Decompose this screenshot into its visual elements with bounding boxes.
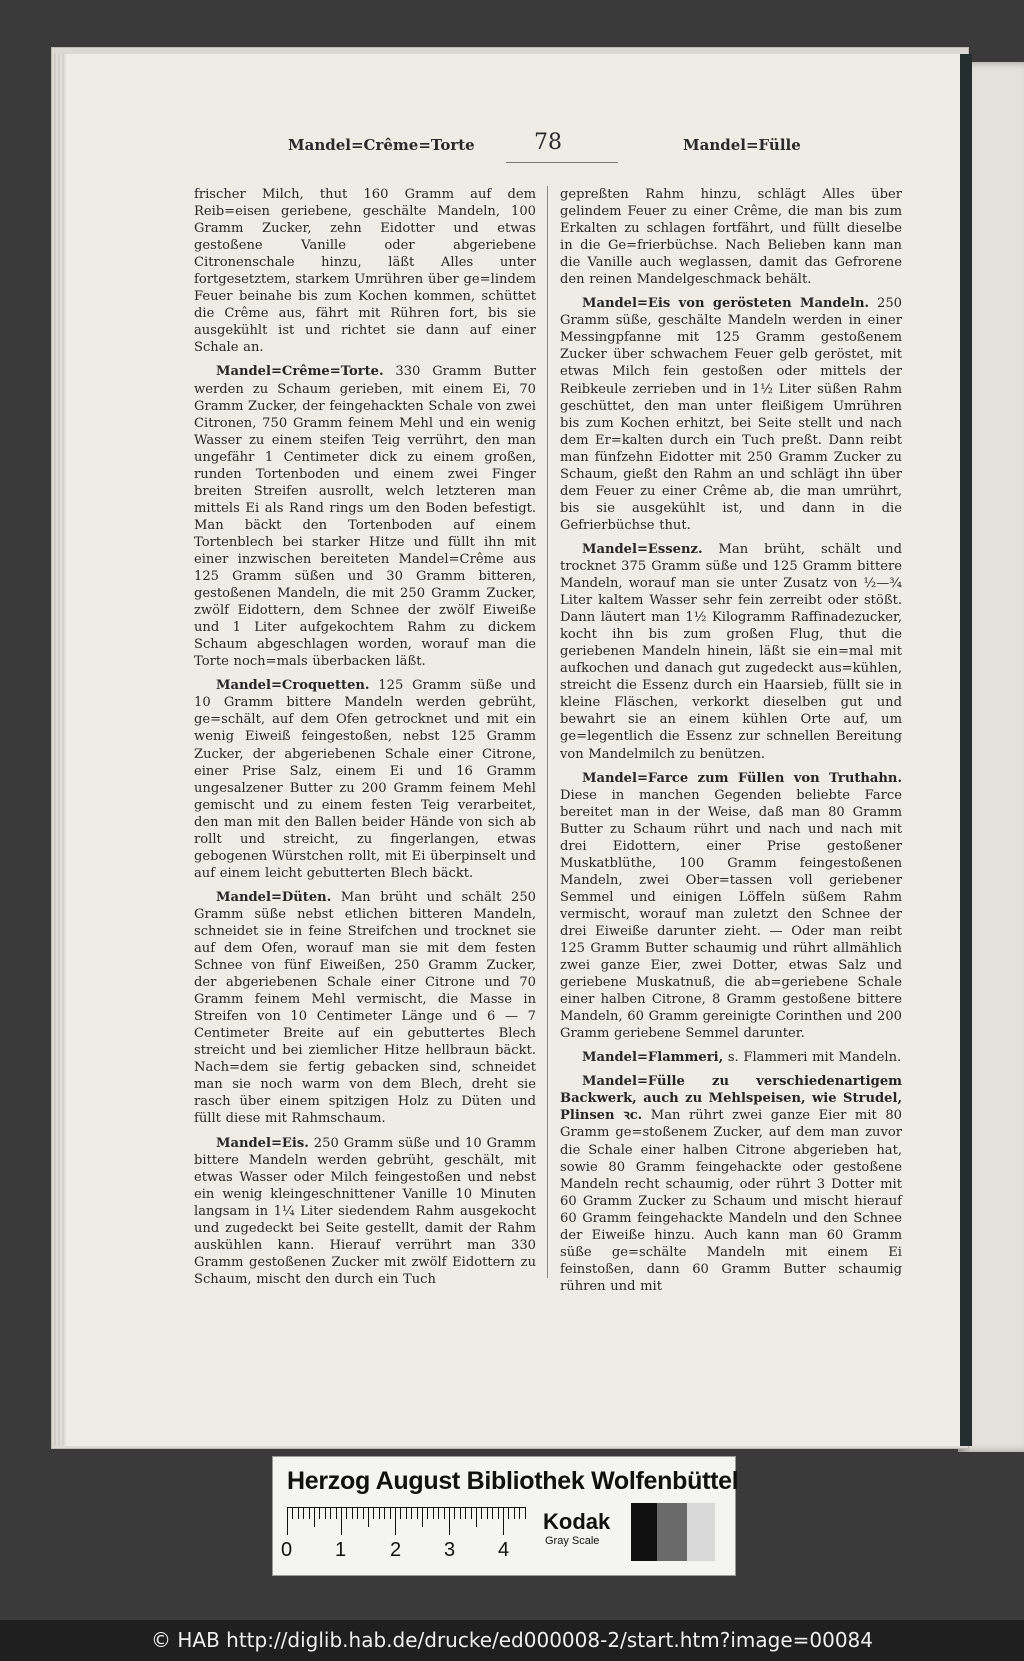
entry-continuation	[560, 186, 902, 288]
entry-text: frischer Milch, thut 160 Gramm auf dem Reib=eisen geriebene, geschälte Mandeln, 100 Gramm Zucker, zehn Eidotter und etwas gestoßene Vanille oder abgeriebene Citronenschale hinzu, läßt Alles unter fortgesetztem, starkem Umrühren über ge=lindem Feuer beinahe bis zum Kochen kommen, schüttet die Crême aus, fährt mit Rühren fort, bis sie ausgekühlt ist und richtet sie dann auf einer Schale an.	[194, 187, 536, 356]
ruler-tick	[298, 1507, 299, 1519]
ruler-tick	[433, 1507, 434, 1519]
margin-dot	[963, 362, 966, 365]
dictionary-entry	[194, 677, 536, 882]
ruler-tick	[508, 1507, 509, 1519]
ruler-tick	[471, 1507, 472, 1519]
entry-text: Man brüht, schält und trocknet 375 Gramm süße und 125 Gramm bittere Mandeln, worauf man sie unter Zusatz von ½—¾ Liter kaltem Wasser sehr fein zerreibt oder stößt. Dann läutert man 1½ Kilogramm Raffinadezucker, kocht ihn bis zum großen Flug, thut die geriebenen Mandeln hinein, läßt sie ein=mal mit aufkochen und danach gut zugedeckt aus=kühlen, streicht die Essenz durch ein Haarsieb, füllt sie in kleine Fläschen, verkorkt dieselben gut und bewahrt sie an einem kühlen Orte auf, um ge=legentlich die Essenz zur schnellen Bereitung von Mandelmilch zu benützen.	[560, 541, 902, 762]
ruler-tick	[309, 1507, 310, 1519]
ruler-tick	[325, 1507, 326, 1519]
ruler-label: 1	[335, 1539, 347, 1561]
ruler-tick	[319, 1507, 320, 1519]
ruler-tick	[503, 1507, 504, 1535]
entry-headword: Mandel=Croquetten.	[216, 678, 370, 694]
ruler-tick	[481, 1507, 482, 1519]
ruler-tick	[287, 1507, 288, 1535]
entry-text: s. Flammeri mit Mandeln.	[723, 1050, 902, 1066]
ruler-tick	[341, 1507, 342, 1535]
ruler-tick	[519, 1507, 520, 1519]
entry-text: 250 Gramm süße, geschälte Mandeln werden in einer Messingpfanne mit 125 Gramm gestoßenem Zucker über schwachem Feuer gelb geröstet, mit etwas Milch fein gestoßen oder mittels der Reibkeule zerrieben und in 1½ Liter süßen Rahm geschüttet, den man unter fleißigem Umrühren bis zum Kochen erhitzt, bei Seite stellt und nach dem Er=kalten durch ein Tuch preßt. Dann reibt man fünfzehn Eidotter mit 250 Gramm Zucker zu Schaum, gießt den Rahm an und schlägt ihn über dem Feuer zu einer Crême ab, die man umrührt, bis sie ausgekühlt ist, und dann in die Gefrierbüchse thut.	[560, 296, 902, 533]
dictionary-entry	[560, 295, 902, 534]
entry-headword: Mandel=Farce zum Füllen von Truthahn.	[582, 770, 902, 786]
ruler-tick	[357, 1507, 358, 1519]
ruler-tick	[406, 1507, 407, 1519]
ruler-tick	[487, 1507, 488, 1519]
ruler-tick	[498, 1507, 499, 1519]
entry-text: Man rührt zwei ganze Eier mit 80 Gramm ge=stoßenem Zucker, auf dem man zuvor die Schale einer halben Citrone abgerieben hat, sowie 80 Gramm feingehackte oder gestoßene Mandeln recht schaumig, oder rührt 3 Dotter mit 60 Gramm Zucker zu Schaum und mischt hierauf 60 Gramm feingehackte Mandeln und den Schnee der Eiweiße hinzu. Auch kann man 60 Gramm süße ge=schälte Mandeln mit einem Ei feinstoßen, dann 60 Gramm Butter schaumig rühren und mit	[560, 1108, 902, 1294]
ruler-tick	[476, 1507, 477, 1527]
ruler-label: 0	[281, 1539, 293, 1561]
ruler-tick	[449, 1507, 450, 1535]
swatch-black	[631, 1503, 657, 1561]
dictionary-entry	[560, 1049, 902, 1066]
entry-headword: Mandel=Essenz.	[582, 541, 703, 557]
ruler-baseline	[287, 1507, 525, 1508]
ruler-tick	[417, 1507, 418, 1519]
column-divider	[547, 186, 548, 1278]
ruler-tick	[400, 1507, 401, 1519]
margin-dot	[963, 1062, 966, 1065]
ruler-tick	[379, 1507, 380, 1519]
ruler-tick	[352, 1507, 353, 1519]
ruler-tick	[460, 1507, 461, 1519]
page-number: 78	[534, 130, 562, 155]
dictionary-entry	[194, 889, 536, 1128]
entry-text: gepreßten Rahm hinzu, schlägt Alles über gelindem Feuer zu einer Crême, die man bis zum Erkalten zu schlagen fortfährt, und füllt dieselbe in die Ge=frierbüchse. Nach Belieben kann man die Vanille auch weglassen, damit das Gefrorene den reinen Mandelgeschmack behält.	[560, 187, 902, 288]
ruler-tick	[444, 1507, 445, 1519]
entry-headword: Mandel=Eis.	[216, 1135, 309, 1151]
ruler-tick	[454, 1507, 455, 1519]
ruler-tick	[395, 1507, 396, 1535]
text-column-left	[194, 186, 536, 1295]
ruler-tick	[384, 1507, 385, 1519]
entry-continuation	[194, 186, 536, 356]
ruler-tick	[346, 1507, 347, 1519]
ruler-label: 3	[444, 1539, 456, 1561]
header-rule	[506, 162, 618, 163]
ruler-tick	[492, 1507, 493, 1519]
ruler-tick	[363, 1507, 364, 1519]
entry-headword: Mandel=Düten.	[216, 889, 332, 905]
margin-dot	[963, 130, 966, 133]
entry-headword: Mandel=Fülle zu verschiedenartigem Backwerk, auch zu Mehlspeisen, wie Strudel, Plinsen ꝛc.	[560, 1074, 902, 1124]
ruler-tick	[465, 1507, 466, 1519]
ruler-tick	[368, 1507, 369, 1527]
ruler-scale	[287, 1507, 513, 1535]
ruler-tick	[411, 1507, 412, 1519]
copyright-footer: © HAB http://diglib.hab.de/drucke/ed000008-2/start.htm?image=00084	[0, 1620, 1024, 1661]
ruler-tick	[303, 1507, 304, 1519]
running-header-left: Mandel=Crême=Torte	[288, 136, 475, 154]
entry-headword: Mandel=Crême=Torte.	[216, 364, 384, 380]
gray-scale-label: Gray Scale	[545, 1535, 600, 1547]
swatch-light	[687, 1503, 715, 1561]
ruler-tick	[427, 1507, 428, 1519]
library-name: Herzog August Bibliothek Wolfenbüttel	[287, 1467, 739, 1495]
entry-text: 250 Gramm süße und 10 Gramm bittere Mandeln werden gebrüht, geschält, mit etwas Wasser oder Milch feingestoßen und nebst ein wenig kleingeschnittener Vanille 10 Minuten langsam in 1¼ Liter siedendem Rahm ausgekocht und zugedeckt bei Seite gestellt, damit der Rahm auskühlen kann. Hierauf verrührt man 330 Gramm gestoßenen Zucker mit zwölf Eidottern zu Schaum, mischt den durch ein Tuch	[194, 1135, 536, 1287]
gray-swatches	[631, 1503, 715, 1561]
kodak-logo: Kodak	[543, 1509, 611, 1534]
ruler-tick	[330, 1507, 331, 1519]
ruler-tick	[314, 1507, 315, 1527]
color-target-card	[272, 1456, 739, 1576]
dictionary-entry	[194, 363, 536, 670]
text-column-right	[560, 186, 902, 1302]
entry-headword: Mandel=Eis von gerösteten Mandeln.	[582, 296, 870, 312]
ruler-tick	[514, 1507, 515, 1519]
entry-text: 330 Gramm Butter werden zu Schaum gerieben, mit einem Ei, 70 Gramm Zucker, der feingehackten Schale von zwei Citronen, 750 Gramm feinem Mehl und ein wenig Wasser zu einem steifen Teig verrührt, den man ungefähr 1 Centimeter dick zu einem großen, runden Tortenboden und einem zwei Finger breiten Streifen ausrollt, welch letzteren man mittels Ei als Rand rings um den Boden befestigt. Man bäckt den Tortenboden auf einem Tortenblech bei starker Hitze und füllt ihn mit einer inzwischen bereiteten Mandel=Crême aus 125 Gramm süßen und 30 Gramm bitteren, gestoßenen Mandeln, die mit 250 Gramm Zucker, zwölf Eidottern, dem Schnee der zwölf Eiweiße und 1 Liter aufgekochtem Rahm zu dickem Schaum abgeschlagen worden, worauf man die Torte noch=mals überbacken läßt.	[194, 364, 536, 670]
dictionary-entry	[560, 1073, 902, 1295]
swatch-gray	[657, 1503, 687, 1561]
ruler-label: 2	[390, 1539, 402, 1561]
ruler-label: 4	[498, 1539, 510, 1561]
ruler-tick	[422, 1507, 423, 1527]
ruler-tick	[438, 1507, 439, 1519]
ruler-tick	[373, 1507, 374, 1519]
entry-text: Man brüht und schält 250 Gramm süße nebst etlichen bitteren Mandeln, schneidet sie in feine Streifchen und trocknet sie auf dem Ofen, worauf man sie mit dem festen Schnee von fünf Eiweißen, 250 Gramm Zucker, der abgeriebenen Schale einer Citrone und 70 Gramm feinem Mehl vermischt, die Masse in Streifen von 10 Centimeter Länge und 6 — 7 Centimeter Breite auf ein gebuttertes Blech streicht und bei ziemlicher Hitze hellbraun bäckt. Nach=dem sie fertig gebacken sind, schneidet man sie noch warm von dem Blech, dreht sie rasch über einem spitzigen Holz zu Düten und füllt diese mit Rahmschaum.	[194, 889, 536, 1127]
running-header-right: Mandel=Fülle	[683, 136, 801, 154]
entry-text: Diese in manchen Gegenden beliebte Farce bereitet man in der Weise, daß man 80 Gramm Butter zu Schaum rührt und nach und nach mit drei Eidottern, einer Prise gestoßener Muskatblüthe, 100 Gramm feingestoßenen Mandeln, zwei Ober=tassen voll geriebener Semmel und einigen Löffeln süßem Rahm vermischt, worauf man zuletzt den Schnee der drei Eiweiße darunter zieht. — Oder man reibt 125 Gramm Butter schaumig und rührt allmählich zwei ganze Eier, zwei Dotter, etwas Salz und geriebene Muskatnuß, die ab=geriebene Schale einer halben Citrone, 8 Gramm gestoßene bittere Mandeln, 60 Gramm gereinigte Corinthen und 200 Gramm geriebene Semmel darunter.	[560, 787, 902, 1042]
dictionary-entry	[560, 541, 902, 763]
entry-text: 125 Gramm süße und 10 Gramm bittere Mandeln werden gebrüht, ge=schält, auf dem Ofen getrocknet und mit ein wenig Eiweiß feingestoßen, nebst 125 Gramm Zucker, der abgeriebenen Schale einer Citrone, einer Prise Salz, einem Ei und 16 Gramm ungesalzener Butter zu 200 Gramm feinem Mehl gemischt und zu einem festen Teig verarbeitet, den man mit den Ballen beider Hände von sich ab rollt und streicht, zu fingerlangen, etwas gebogenen Würstchen rollt, mit Ei überpinselt und auf einem leicht gebutterten Blech bäckt.	[194, 678, 536, 881]
entry-headword: Mandel=Flammeri,	[582, 1050, 724, 1066]
ruler-tick	[390, 1507, 391, 1519]
ruler-tick	[336, 1507, 337, 1519]
dictionary-entry	[194, 1135, 536, 1288]
ruler-tick	[292, 1507, 293, 1519]
ruler-tick	[525, 1507, 526, 1519]
book-page	[66, 54, 962, 1446]
dictionary-entry	[560, 770, 902, 1043]
